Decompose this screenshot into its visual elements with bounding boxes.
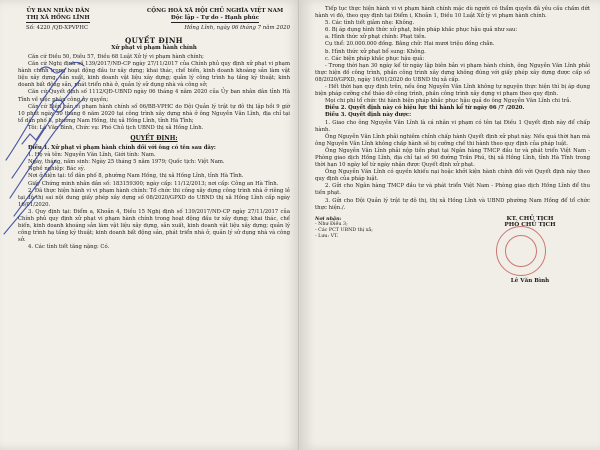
article-paragraph: 3. Quy định tại: Điểm a, Khoản 4, Điều 15 Nghị định số 139/2017/NĐ-CP ngày 27/11/2017 của Chính phủ quy định xử phạt vi phạm hành chính trong hoạt động đầu tư xây dựng; khai thác, chế biến, kinh doanh khoáng sản làm vật liệu xây dựng, sản xuất, kinh doanh vật liệu xây dựng; quản lý công trình hạ tầng kỹ thuật; kinh doanh bất động sản, phát triển nhà ở, quản lý sử dụng nhà và công sở. bbox=[18, 208, 290, 244]
document-footer bbox=[315, 216, 590, 284]
decision-paragraph: Ông Nguyễn Văn Lĩnh phải nộp tiền phạt tại Ngân hàng TMCP đầu tư và phát triển Việt Nam - Phòng giao dịch Hồng Lĩnh, địa chỉ tại số 90 đường Trần Phú, thị xã Hồng Lĩnh, tỉnh Hà Tĩnh trong thời hạn 10 ngày kể từ ngày nhận được Quyết định xử phạt. bbox=[315, 147, 590, 169]
nation-line-2: Độc lập - Tự do - Hạnh phúc bbox=[170, 15, 260, 21]
decision-paragraph: a. Hình thức xử phạt chính: Phạt tiền. bbox=[325, 34, 427, 41]
signature-block bbox=[470, 216, 590, 284]
decision-paragraph: - Hết thời hạn quy định trên, nếu ông Nguyễn Văn Lĩnh không tự nguyện thực hiện thì bị áp dụng biện pháp cưỡng chế tháo dỡ công trình, phần công trình xây dựng vi phạm theo quy định. bbox=[315, 84, 590, 98]
article-paragraph: Nơi ở hiện tại: tổ dân phố 8, phường Nam Hồng, thị xã Hồng Lĩnh, tỉnh Hà Tĩnh. bbox=[28, 173, 244, 180]
article-paragraph: Nghề nghiệp: Bác sỹ. bbox=[28, 166, 86, 173]
decision-paragraph: b. Hình thức xử phạt bổ sung: Không. bbox=[325, 48, 426, 55]
document-meta bbox=[18, 25, 290, 32]
nation-line-1: CỘNG HOÀ XÃ HỘI CHỦ NGHĨA VIỆT NAM bbox=[146, 8, 284, 14]
document-date: Hồng Lĩnh, ngày 06 tháng 7 năm 2020 bbox=[184, 25, 290, 31]
document-header bbox=[18, 8, 290, 23]
decision-paragraph: Cụ thể: 20.000.000 đồng. Bằng chữ: Hai mươi triệu đồng chẵn. bbox=[325, 41, 495, 48]
decision-paragraph: Ông Nguyễn Văn Lĩnh có quyền khiếu nại hoặc khởi kiện hành chính đối với Quyết định này theo quy định của pháp luật. bbox=[315, 169, 590, 183]
article-paragraph: Giấy Chứng minh nhân dân số: 183159300; ngày cấp: 11/12/2013; nơi cấp: Công an Hà Tĩnh. bbox=[28, 180, 279, 187]
handwritten-note-icon bbox=[0, 40, 120, 240]
decision-paragraph: Điều 3. Quyết định này được: bbox=[325, 112, 412, 119]
document-number: Số: 4220 /QĐ-XPVPHC bbox=[26, 25, 89, 31]
decision-paragraph: 6. Bị áp dụng hình thức xử phạt, biện pháp khắc phục hậu quả như sau: bbox=[325, 27, 518, 34]
decision-paragraph: Ông Nguyễn Văn Lĩnh phải nghiêm chỉnh chấp hành Quyết định xử phạt này. Nếu quá thời hạn mà ông Nguyễn Văn Lĩnh không chấp hành sẽ bị cưỡng chế thi hành theo quy định của pháp luật. bbox=[315, 133, 590, 147]
decision-page-right bbox=[301, 0, 600, 450]
recipient-item: - Như Điều 3; bbox=[315, 221, 348, 227]
decision-paragraph: Mọi chi phí tổ chức thi hành biện pháp khắc phục hậu quả do ông Nguyễn Văn Lĩnh chi trả. bbox=[325, 98, 572, 105]
agency-line-1: ỦY BAN NHÂN DÂN bbox=[26, 8, 90, 14]
decision-paragraph: 3. Gửi cho Đội Quản lý trật tự đô thị, thị xã Hồng Lĩnh và UBND phường Nam Hồng để tổ chức thực hiện./. bbox=[315, 197, 590, 211]
decision-paragraph: - Trong thời hạn 30 ngày kể từ ngày lập biên bản vi phạm hành chính, ông Nguyễn Văn Lĩnh phải thực hiện đồ công trình, phần công trình xây dựng không đúng với giấy phép xây dựng được cấp số 08/2020/GPXD, ngày 16/01/2020 do UBND thị xã cấp. bbox=[315, 62, 590, 83]
signer-name: Lê Văn Bình bbox=[510, 277, 550, 284]
article-paragraph: Ngày, tháng, năm sinh: Ngày 25 tháng 5 năm 1979; Quốc tịch: Việt Nam. bbox=[28, 159, 225, 166]
recipients-title: Nơi nhận: bbox=[315, 215, 342, 222]
section-title: QUYẾT ĐỊNH: bbox=[130, 135, 178, 143]
decision-continuation bbox=[315, 6, 590, 212]
recipients-block bbox=[315, 216, 425, 284]
decision-paragraph: 5. Các tình tiết giảm nhẹ: Không. bbox=[325, 20, 415, 27]
document-title: QUYẾT ĐỊNH bbox=[125, 36, 183, 45]
issuing-agency bbox=[18, 8, 98, 23]
article-paragraph: 1. Họ và tên: Nguyễn Văn Lĩnh, Giới tính: Nam. bbox=[28, 152, 156, 159]
basis-paragraph: Căn cứ Biên bản vi phạm hành chính số 06/BB-VPHC do Đội Quản lý trật tự đô thị lập hồi 9 giờ 10 phút ngày 30 tháng 6 năm 2020 tại công trình xây dựng nhà ở ông Nguyễn Văn Lĩnh, địa chỉ tại tổ dân phố 8, phường Nam Hồng, thị xã Hồng Lĩnh, tỉnh Hà Tĩnh; bbox=[18, 103, 290, 124]
document-subtitle: Xử phạt vi phạm hành chính bbox=[111, 45, 197, 51]
recipient-item: - Lưu: VT. bbox=[315, 233, 339, 239]
article-paragraph: 4. Các tình tiết tăng nặng: Có. bbox=[28, 244, 110, 251]
decision-paragraph: c. Các biện pháp khắc phục hậu quả: bbox=[325, 55, 425, 62]
basis-paragraph: Căn cứ Nghị định số 139/2017/NĐ-CP ngày 27/11/2017 của Chính phủ quy định xử phạt vi phạm hành chính trong hoạt động đầu tư xây dựng; khai thác, chế biến, kinh doanh khoáng sản làm vật liệu xây dựng, sản xuất, kinh doanh vật liệu xây dựng; quản lý công trình hạ tầng kỹ thuật; kinh doanh bất động sản, phát triển nhà ở, quản lý sử dụng nhà và công sở; bbox=[18, 61, 290, 89]
decision-paragraph: 1. Giao cho ông Nguyễn Văn Lĩnh là cá nhân vi phạm có tên tại Điều 1 Quyết định này để chấp hành. bbox=[315, 119, 590, 133]
sign-title: PHÓ CHỦ TỊCH bbox=[504, 221, 556, 228]
agency-line-2: THỊ XÃ HỒNG LĨNH bbox=[26, 15, 90, 21]
basis-paragraph: Căn cứ Quyết định số 1112/QĐ-UBND ngày 06 tháng 4 năm 2020 của Ủy ban nhân dân tỉnh Hà Tĩnh về việc phân công ủy quyền; bbox=[18, 89, 290, 103]
decision-paragraph: 2. Gửi cho Ngân hàng TMCP đầu tư và phát triển Việt Nam - Phòng giao dịch Hồng Lĩnh để thu tiền phạt. bbox=[315, 183, 590, 197]
article-paragraph: 2. Đã thực hiện hành vi vi phạm hành chính: Tổ chức thi công xây dựng công trình nhà ở riêng lẻ tại đô thị sai nội dung giấy phép xây dựng số 08/2020/GPXD do UBND thị xã Hồng Lĩnh cấp ngày 16/01/2020. bbox=[18, 187, 290, 208]
decision-paragraph: Tiếp tục thực hiện hành vi vi phạm hành chính mặc dù người có thẩm quyền đã yêu cầu chấm dứt hành vi đó, theo quy định tại Điểm i, Khoản 1, Điều 10 Luật Xử lý vi phạm hành chính. bbox=[315, 6, 590, 20]
decision-paragraph: Điều 2. Quyết định này có hiệu lực thi hành kể từ ngày 06 /7 /2020. bbox=[325, 105, 525, 112]
basis-paragraph: Tôi: Lê Văn Bình, Chức vụ: Phó Chủ tịch UBND thị xã Hồng Lĩnh. bbox=[28, 124, 204, 131]
article-paragraph: Điều 1. Xử phạt vi phạm hành chính đối với ông có tên sau đây: bbox=[28, 145, 216, 152]
official-seal-icon bbox=[496, 226, 546, 276]
national-motto bbox=[140, 8, 290, 23]
sign-authority: KT. CHỦ TỊCH bbox=[506, 215, 554, 222]
basis-paragraph: Căn cứ Điều 50, Điều 57, Điều 68 Luật Xử lý vi phạm hành chính; bbox=[28, 54, 204, 60]
recipient-item: - Các PCT UBND thị xã; bbox=[315, 227, 373, 233]
